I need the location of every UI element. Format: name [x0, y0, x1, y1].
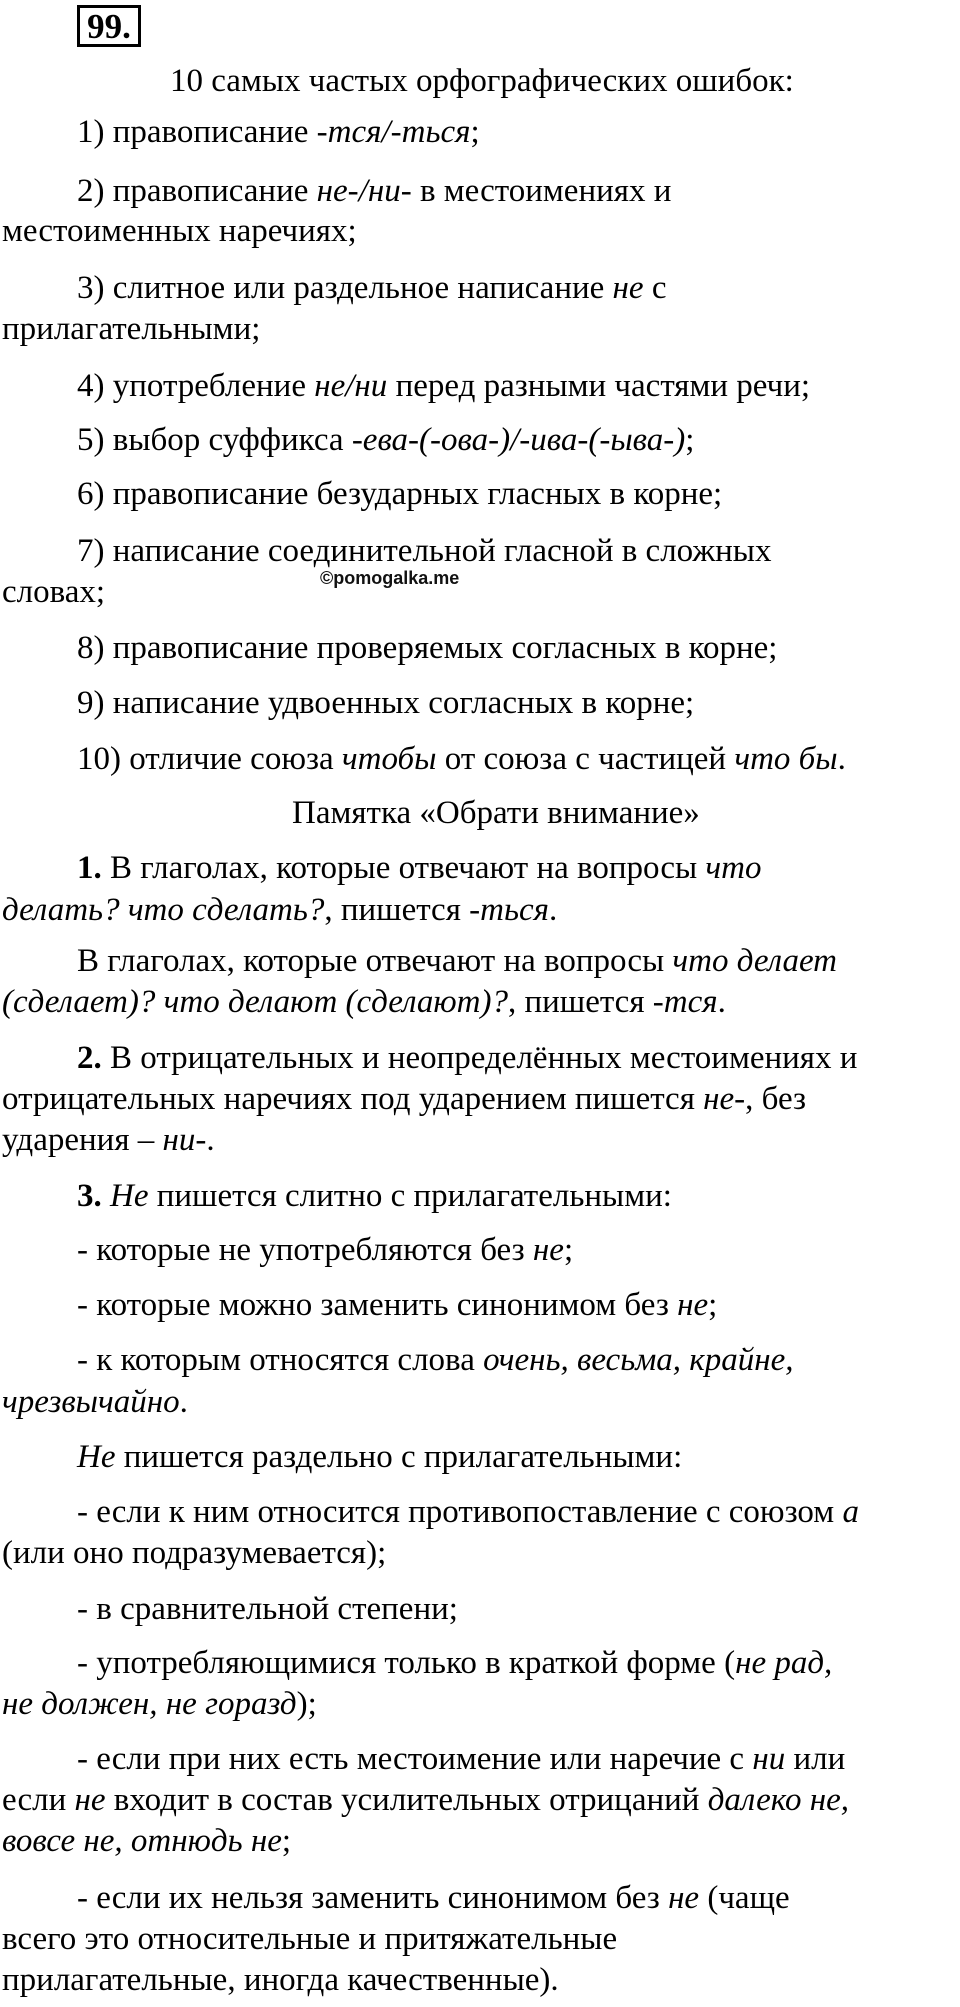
memo-rule-4e-cont2: прилагательные, иногда качественные). [2, 1962, 559, 1998]
memo-rule-1b: В глаголах, которые отвечают на вопросы что делает [77, 943, 837, 979]
memo-rule-2-cont: отрицательных наречиях под ударением пишется не-, без [2, 1081, 807, 1117]
memo-rule-1: 1. В глаголах, которые отвечают на вопросы что [77, 850, 762, 886]
list-item-3-cont: прилагательными; [2, 311, 261, 347]
memo-rule-3c: - к которым относятся слова очень, весьма, крайне, [77, 1342, 794, 1378]
memo-rule-3c-cont: чрезвычайно. [2, 1384, 188, 1420]
list-item-3: 3) слитное или раздельное написание не с [77, 270, 667, 306]
memo-rule-4c-cont: не должен, не горазд); [2, 1686, 317, 1722]
memo-rule-4d-cont: если не входит в состав усилительных отрицаний далеко не, [2, 1782, 849, 1818]
memo-title: Памятка «Обрати внимание» [292, 795, 700, 831]
memo-rule-4e: - если их нельзя заменить синонимом без не (чаще [77, 1880, 790, 1916]
memo-rule-4d-cont2: вовсе не, отнюдь не; [2, 1823, 292, 1859]
memo-rule-4b: - в сравнительной степени; [77, 1591, 458, 1627]
memo-rule-1-cont: делать? что сделать?, пишется -ться. [2, 892, 558, 928]
list-item-7-cont: словах; [2, 574, 106, 610]
memo-rule-1b-cont: (сделает)? что делают (сделают)?, пишется -тся. [2, 984, 726, 1020]
list-item-6: 6) правописание безударных гласных в корне; [77, 476, 723, 512]
exercise-number: 99. [77, 5, 141, 47]
watermark: ©pomogalka.me [320, 568, 460, 588]
memo-rule-4e-cont: всего это относительные и притяжательные [2, 1921, 618, 1957]
list-item-8: 8) правописание проверяемых согласных в корне; [77, 630, 778, 666]
memo-rule-2: 2. В отрицательных и неопределённых местоимениях и [77, 1040, 858, 1076]
list-item-1: 1) правописание -тся/-ться; [77, 114, 480, 150]
memo-rule-4c: - употребляющимися только в краткой форме (не рад, [77, 1645, 833, 1681]
memo-rule-4d: - если при них есть местоимение или наречие с ни или [77, 1741, 846, 1777]
list-item-4: 4) употребление не/ни перед разными частями речи; [77, 368, 811, 404]
memo-rule-2-cont2: ударения – ни-. [2, 1122, 215, 1158]
memo-rule-4a: - если к ним относится противопоставление с союзом а [77, 1494, 859, 1530]
list-item-7: 7) написание соединительной гласной в сложных [77, 533, 772, 569]
memo-rule-4a-cont: (или оно подразумевается); [2, 1535, 387, 1571]
list-item-2-cont: местоименных наречиях; [2, 213, 357, 249]
memo-rule-4: Не пишется раздельно с прилагательными: [77, 1439, 683, 1475]
list-item-5: 5) выбор суффикса -ева-(-ова-)/-ива-(-ыва-); [77, 422, 695, 458]
memo-rule-3b: - которые можно заменить синонимом без не; [77, 1287, 718, 1323]
memo-rule-3: 3. Не пишется слитно с прилагательными: [77, 1178, 672, 1214]
list-item-10: 10) отличие союза чтобы от союза с частицей что бы. [77, 741, 846, 777]
list-item-9: 9) написание удвоенных согласных в корне; [77, 685, 695, 721]
list-item-2: 2) правописание не-/ни- в местоимениях и [77, 173, 672, 209]
list-title: 10 самых частых орфографических ошибок: [170, 63, 794, 99]
memo-rule-3a: - которые не употребляются без не; [77, 1232, 574, 1268]
